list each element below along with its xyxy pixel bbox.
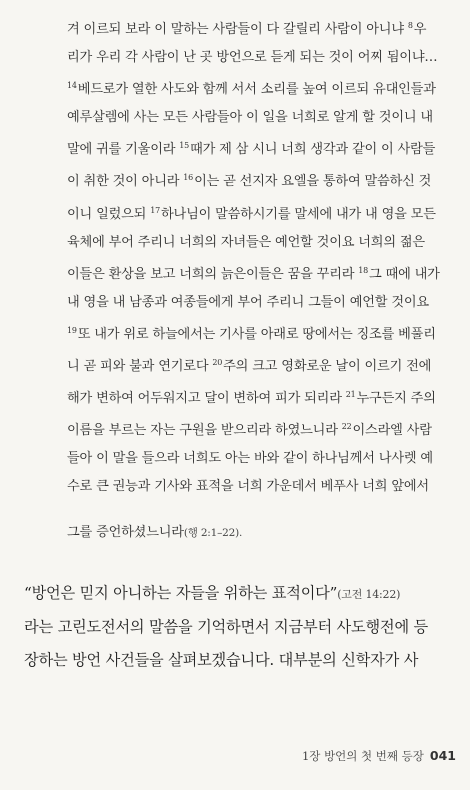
scripture-text: 또 내가 위로 하늘에서는 기사를 아래로 땅에서는 징조를 베풀리 xyxy=(77,326,436,342)
scripture-line xyxy=(67,164,457,196)
scripture-ending xyxy=(67,519,457,547)
scripture-text: 겨 이르되 보라 이 말하는 사람들이 다 갈릴리 사람이 아니냐 xyxy=(67,22,408,37)
verse-number: 20 xyxy=(212,358,223,368)
scripture-text: 니 곧 피와 불과 연기로다 xyxy=(67,359,213,375)
scripture-text: 베드로가 열한 사도와 함께 서서 소리를 높여 이르되 유대인들과 xyxy=(77,82,436,98)
scripture-text: 리가 우리 각 사람이 난 곳 방언으로 듣게 되는 것이 어찌 됨이냐… xyxy=(67,50,438,66)
scripture-text: 이들은 환상을 보고 너희의 늙은이들은 꿈을 꾸리라 xyxy=(67,266,359,282)
scripture-line xyxy=(67,104,457,132)
verse-number: 15 xyxy=(179,141,190,151)
scripture-text: 우 xyxy=(413,22,427,37)
scripture-text: 이 취한 것이 아니라 xyxy=(67,174,184,190)
scripture-text: 하나님이 말씀하시기를 말세에 내가 내 영을 모든 xyxy=(161,206,436,222)
verse-number: 16 xyxy=(183,173,194,183)
verse-number: 19 xyxy=(67,325,77,335)
scripture-reference: (행 2:1–22). xyxy=(183,527,243,539)
quote-reference: (고전 14:22) xyxy=(337,588,401,601)
body-paragraph xyxy=(24,577,460,677)
scripture-text: 육체에 부어 주리니 너희의 자녀들은 예언할 것이요 너희의 젊은 xyxy=(67,234,425,250)
scripture-text: 그 때에 내가 xyxy=(369,266,440,282)
quote-text: “방언은 믿지 아니하는 자들을 위하는 표적이다” xyxy=(24,584,338,602)
scripture-line xyxy=(67,12,457,44)
scripture-text: 내 영을 내 남종과 여종들에게 부어 주리니 그들이 예언할 것이요 xyxy=(67,294,429,310)
page-number: 041 xyxy=(429,748,456,763)
scripture-text: 이스라엘 사람 xyxy=(352,423,432,439)
scripture-text: 들아 이 말을 들으라 너희도 아는 바와 같이 하나님께서 나사렛 예 xyxy=(67,451,433,467)
scripture-line xyxy=(67,72,457,104)
running-chapter-title: 1장 방언의 첫 번째 등장 xyxy=(301,749,424,763)
scripture-line xyxy=(67,44,457,72)
scripture-line xyxy=(67,229,457,257)
scripture-text: 예루살렘에 사는 모든 사람들아 이 일을 너희로 알게 할 것이니 내 xyxy=(67,110,433,126)
scripture-text: 수로 큰 권능과 기사와 표적을 너희 가운데서 베푸사 너희 앞에서 xyxy=(67,479,429,495)
scripture-text: 주의 크고 영화로운 날이 이르기 전에 xyxy=(223,359,432,375)
scripture-quotation xyxy=(67,12,457,502)
scripture-line xyxy=(67,257,457,289)
scripture-text: 말에 귀를 기울이라 xyxy=(67,142,180,158)
scripture-line xyxy=(67,349,457,381)
verse-number: 22 xyxy=(341,422,352,432)
scripture-line xyxy=(67,445,457,473)
verse-number: 18 xyxy=(358,265,369,275)
verse-number: 21 xyxy=(345,390,356,400)
scripture-last-line: 그를 증언하셨느니라 xyxy=(67,525,184,540)
scripture-text: 해가 변하여 어두워지고 달이 변하여 피가 되리라 xyxy=(67,391,346,407)
scripture-line xyxy=(67,413,457,445)
scripture-line xyxy=(67,132,457,164)
scripture-line xyxy=(67,381,457,413)
scripture-line xyxy=(67,473,457,501)
scripture-text: 이는 곧 선지자 요엘을 통하여 말씀하신 것 xyxy=(194,174,432,190)
quote-line xyxy=(24,577,460,611)
verse-number: 14 xyxy=(67,81,77,91)
scripture-text: 때가 제 삼 시니 너희 생각과 같이 이 사람들 xyxy=(190,142,436,158)
scripture-line xyxy=(67,317,457,349)
scripture-line xyxy=(67,197,457,229)
body-line: 장하는 방언 사건들을 살펴보겠습니다. 대부분의 신학자가 사 xyxy=(24,651,419,669)
scripture-text: 이름을 부르는 자는 구원을 받으리라 하였느니라 xyxy=(67,423,342,439)
verse-number: 8 xyxy=(407,21,413,30)
scripture-text: 이니 일렀으되 xyxy=(67,206,151,222)
body-line: 라는 고린도전서의 말씀을 기억하면서 지금부터 사도행전에 등 xyxy=(24,618,429,636)
scripture-line xyxy=(67,289,457,317)
verse-number: 17 xyxy=(150,205,160,215)
scripture-text: 누구든지 주의 xyxy=(356,391,436,407)
page-footer xyxy=(302,748,456,764)
